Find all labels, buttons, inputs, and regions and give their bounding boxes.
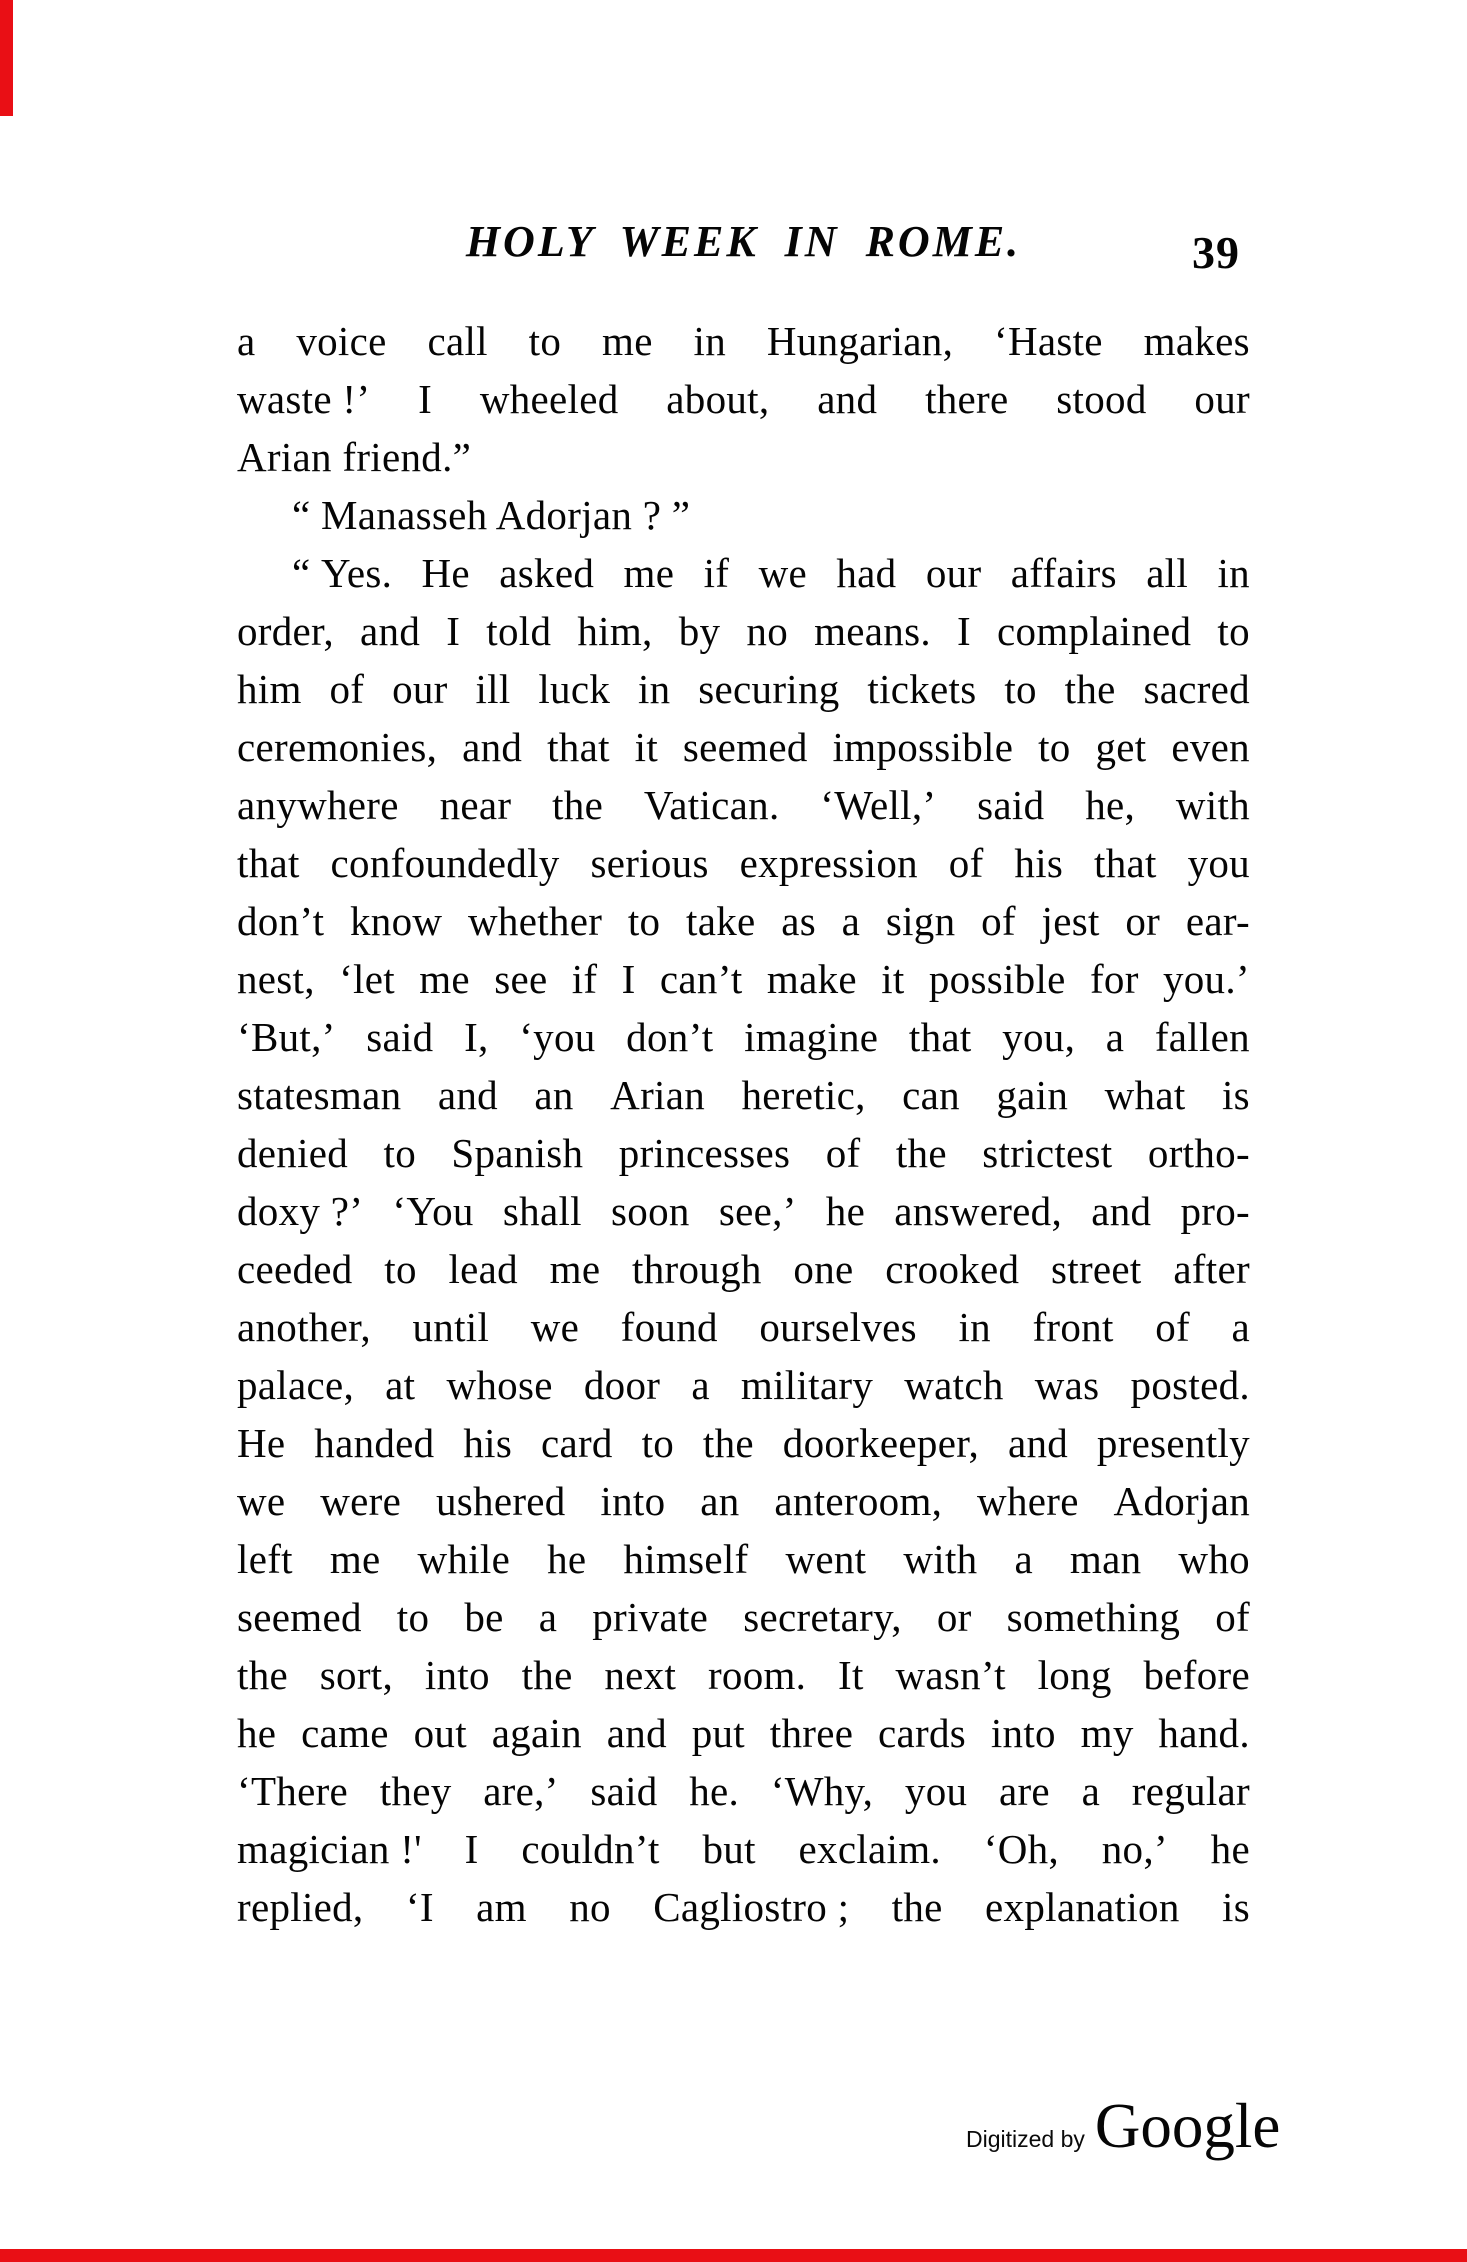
text-line: “ Yes. He asked me if we had our affairs all in xyxy=(292,550,1250,596)
text-line: palace, at whose door a military watch was posted. xyxy=(237,1362,1250,1408)
text-line: Arian friend.” xyxy=(237,434,472,480)
digitized-by-label: Digitized by xyxy=(966,2126,1085,2152)
google-wordmark-logo: Google xyxy=(1094,2091,1281,2161)
text-line: doxy ?’ ‘You shall soon see,’ he answered, and pro- xyxy=(237,1188,1250,1234)
body-text xyxy=(237,312,1250,1936)
red-edge-left-artifact xyxy=(0,0,13,116)
text-line: magician !' I couldn’t but exclaim. ‘Oh, no,’ he xyxy=(237,1826,1250,1872)
text-line: a voice call to me in Hungarian, ‘Haste makes xyxy=(237,318,1250,364)
text-line: ceeded to lead me through one crooked street after xyxy=(237,1246,1250,1292)
text-line: that confoundedly serious expression of his that you xyxy=(237,840,1250,886)
text-line: ‘There they are,’ said he. ‘Why, you are a regular xyxy=(237,1768,1250,1814)
text-line: he came out again and put three cards into my hand. xyxy=(237,1710,1250,1756)
text-line: order, and I told him, by no means. I complained to xyxy=(237,608,1250,654)
text-line: left me while he himself went with a man who xyxy=(237,1536,1250,1582)
text-line: statesman and an Arian heretic, can gain what is xyxy=(237,1072,1250,1118)
text-line: don’t know whether to take as a sign of jest or ear- xyxy=(237,898,1250,944)
text-line: seemed to be a private secretary, or something of xyxy=(237,1594,1250,1640)
footer xyxy=(966,2090,1280,2163)
text-line: anywhere near the Vatican. ‘Well,’ said he, with xyxy=(237,782,1250,828)
text-line: nest, ‘let me see if I can’t make it possible for you.’ xyxy=(237,956,1250,1002)
text-line: He handed his card to the doorkeeper, and presently xyxy=(237,1420,1250,1466)
text-line: him of our ill luck in securing tickets to the sacred xyxy=(237,666,1250,712)
text-line: ceremonies, and that it seemed impossible to get even xyxy=(237,724,1250,770)
text-line: ‘But,’ said I, ‘you don’t imagine that you, a fallen xyxy=(237,1014,1250,1060)
text-line: another, until we found ourselves in front of a xyxy=(237,1304,1250,1350)
page-number: 39 xyxy=(1192,227,1240,278)
text-line: “ Manasseh Adorjan ? ” xyxy=(292,492,691,538)
text-line: denied to Spanish princesses of the strictest ortho- xyxy=(237,1130,1250,1176)
text-line: replied, ‘I am no Cagliostro ; the explanation is xyxy=(237,1884,1250,1930)
text-line: waste !’ I wheeled about, and there stood our xyxy=(237,376,1250,422)
running-header-title: HOLY WEEK IN ROME. xyxy=(465,217,1022,266)
text-line: we were ushered into an anteroom, where Adorjan xyxy=(237,1478,1250,1524)
red-edge-bottom-artifact xyxy=(0,2249,1467,2262)
text-line: the sort, into the next room. It wasn’t long before xyxy=(237,1652,1250,1698)
